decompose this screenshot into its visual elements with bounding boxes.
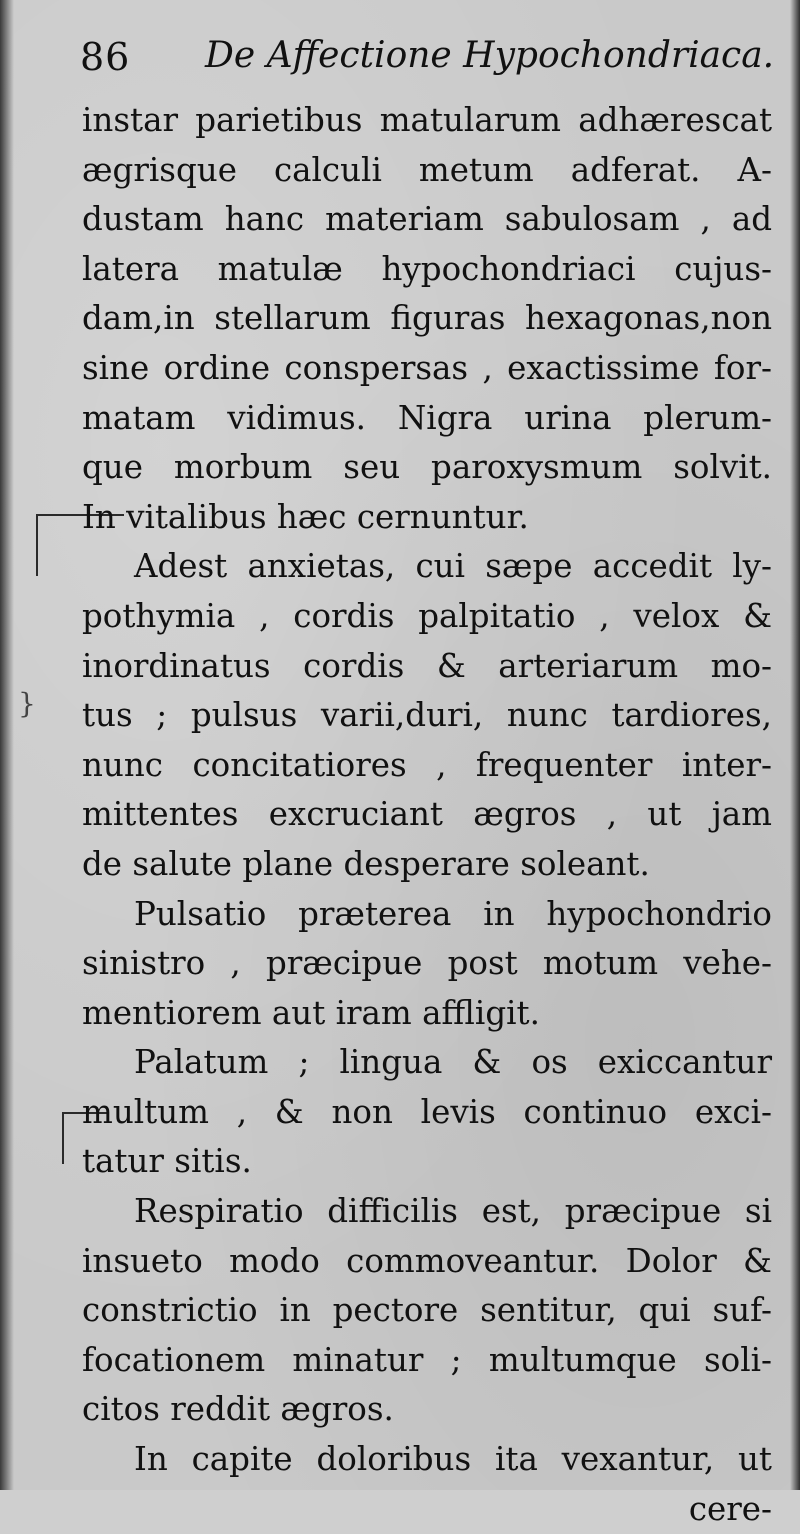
text-line: Respiratio difficilis est, præcipue si — [134, 1192, 772, 1231]
text-line: In capite doloribus ita vexantur, ut — [134, 1440, 772, 1479]
text-line: In vitalibus hæc cernuntur. — [82, 497, 529, 536]
gutter-shadow — [0, 0, 14, 1490]
text-line: sine ordine conspersas , exactissime for- — [82, 348, 772, 387]
text-line: Adest anxietas, cui sæpe accedit ly- — [134, 547, 772, 586]
text-line: dustam hanc materiam sabulosam , ad — [82, 200, 772, 239]
text-line: latera matulæ hypochondriaci cujus- — [82, 249, 772, 288]
text-line: dam,in stellarum figuras hexagonas,non — [82, 299, 772, 338]
text-line: de salute plane desperare soleant. — [82, 844, 650, 883]
text-line: focationem minatur ; multumque soli- — [82, 1340, 772, 1379]
text-line: constrictio in pectore sentitur, qui suf- — [82, 1291, 772, 1330]
text-line: insueto modo commoveantur. Dolor & — [82, 1241, 772, 1280]
text-line: multum , & non levis continuo exci- — [82, 1092, 772, 1131]
text-line: cere- — [688, 1489, 772, 1528]
text-line: pothymia , cordis palpitatio , velox & — [82, 596, 772, 635]
text-line: que morbum seu paroxysmum solvit. — [82, 448, 772, 487]
margin-brace-mark: } — [18, 687, 36, 720]
text-line: instar parietibus matularum adhærescat — [82, 101, 772, 139]
text-line: matam vidimus. Nigra urina plerum- — [82, 398, 772, 437]
text-line: citos reddit ægros. — [82, 1390, 394, 1429]
text-line: ægrisque calculi metum adferat. A- — [82, 150, 772, 189]
text-line: mentiorem aut iram affligit. — [82, 993, 540, 1032]
text-line: Pulsatio præterea in hypochondrio — [134, 894, 772, 933]
page-header — [80, 28, 775, 88]
body-text — [82, 96, 772, 1534]
text-line: nunc concitatiores , frequenter inter- — [82, 745, 772, 784]
text-line: Palatum ; lingua & os exiccantur — [134, 1043, 772, 1082]
text-line: inordinatus cordis & arteriarum mo- — [82, 646, 772, 685]
page-edge-shadow — [790, 0, 800, 1490]
text-line: mittentes excruciant ægros , ut jam — [82, 795, 772, 834]
page-number: 86 — [80, 35, 131, 79]
text-line: sinistro , præcipue post motum vehe- — [82, 944, 772, 983]
text-line: tatur sitis. — [82, 1142, 252, 1181]
running-head: De Affectione Hypochondriaca. — [205, 35, 775, 76]
text-line: tus ; pulsus varii,duri, nunc tardiores, — [82, 696, 772, 735]
